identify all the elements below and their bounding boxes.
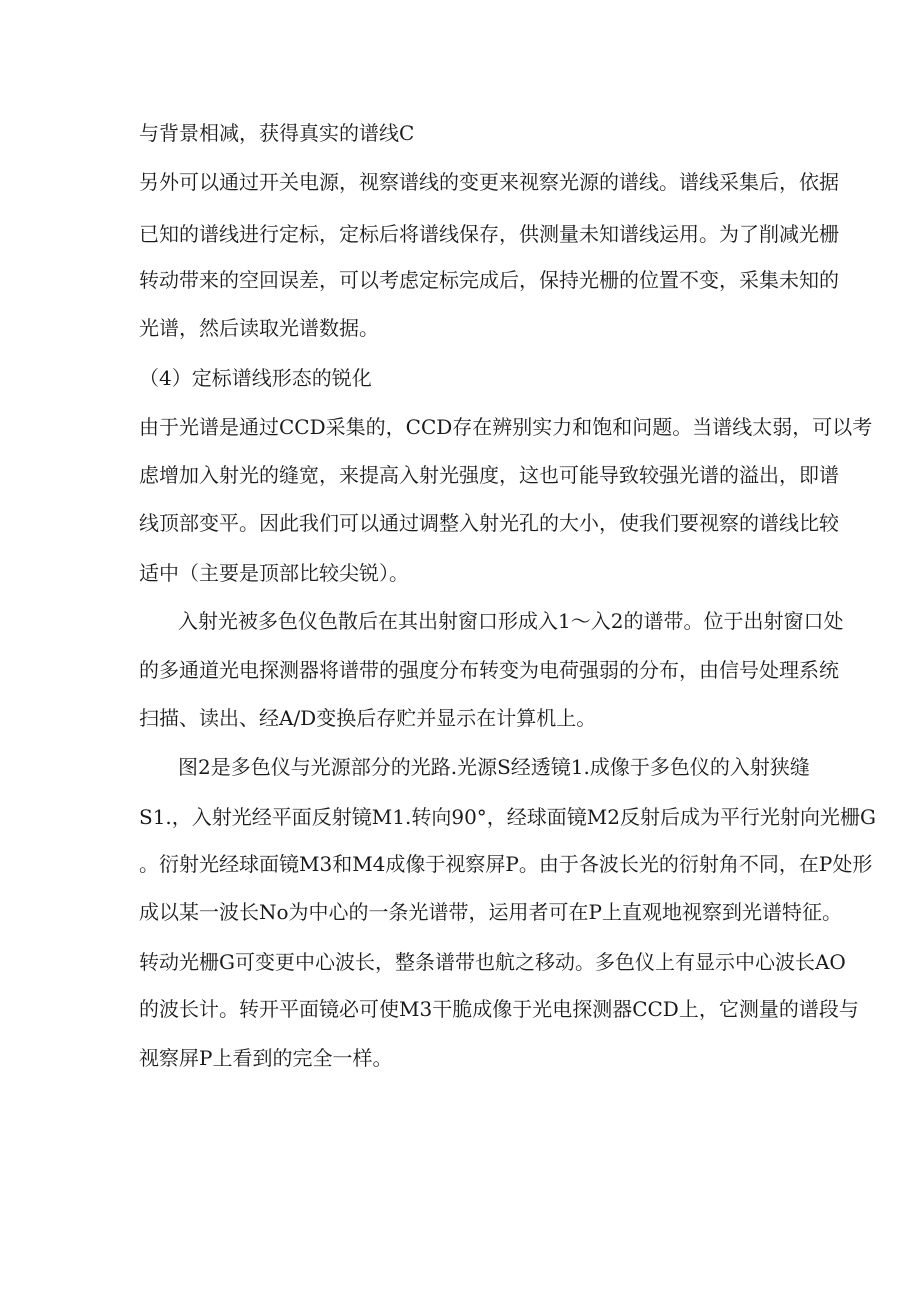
- text-line: 图2是多色仪与光源部分的光路.光源S经透镜1.成像于多色仪的入射狭缝: [178, 755, 810, 779]
- text-line: 扫描、读出、经A/D变换后存贮并显示在计算机上。: [139, 706, 597, 730]
- text-line: 成以某一波长No为中心的一条光谱带，运用者可在P上直观地视察到光谱特征。: [139, 900, 842, 924]
- text-line: 入射光被多色仪色散后在其出射窗口形成入1～入2的谱带。位于出射窗口处: [178, 609, 844, 633]
- section-heading: （4）定标谱线形态的锐化: [139, 366, 372, 390]
- text-line: 虑增加入射光的缝宽，来提高入射光强度，这也可能导致较强光谱的溢出，即谱: [139, 463, 839, 487]
- text-line: 与背景相减，获得真实的谱线C: [139, 121, 415, 145]
- text-line: 视察屏P上看到的完全一样。: [139, 1046, 393, 1070]
- text-line: 转动光栅G可变更中心波长，整条谱带也航之移动。多色仪上有显示中心波长AO: [139, 950, 846, 974]
- text-line: S1.，入射光经平面反射镜M1.转向90°，经球面镜M2反射后成为平行光射向光栅G: [139, 805, 876, 829]
- text-line: 由于光谱是通过CCD采集的，CCD存在辨别实力和饱和问题。当谱线太弱，可以考: [139, 415, 873, 439]
- text-line: 的多通道光电探测器将谱带的强度分布转变为电荷强弱的分布，由信号处理系统: [139, 658, 839, 682]
- text-line: 光谱，然后读取光谱数据。: [139, 316, 379, 340]
- text-line: 适中（主要是顶部比较尖锐）。: [139, 561, 409, 585]
- text-line: 。衍射光经球面镜M3和M4成像于视察屏P。由于各波长光的衍射角不同，在P处形: [139, 852, 873, 876]
- text-line: 已知的谱线进行定标，定标后将谱线保存，供测量未知谱线运用。为了削减光栅: [139, 222, 839, 246]
- text-line: 的波长计。转开平面镜必可使M3干脆成像于光电探测器CCD上，它测量的谱段与: [139, 997, 859, 1021]
- text-line: 线顶部变平。因此我们可以通过调整入射光孔的大小，使我们要视察的谱线比较: [139, 511, 839, 535]
- text-line: 转动带来的空回误差，可以考虑定标完成后，保持光栅的位置不变，采集未知的: [139, 268, 839, 292]
- text-line: 另外可以通过开关电源，视察谱线的变更来视察光源的谱线。谱线采集后，依据: [139, 170, 839, 194]
